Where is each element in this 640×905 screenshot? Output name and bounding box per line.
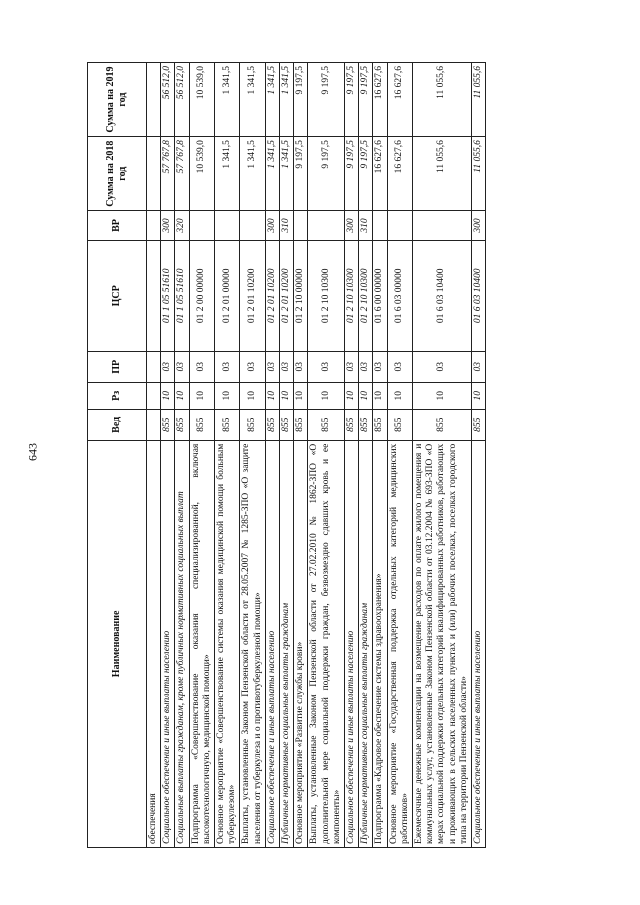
cell-vr (308, 211, 345, 241)
cell-vr (294, 211, 308, 241)
header-rz: Рз (88, 382, 147, 409)
cell-s2018: 11 055,6 (472, 137, 486, 211)
cell-csr: 01 2 10 00000 (294, 240, 308, 351)
cell-name: Выплаты, установленные Законом Пензенской области от 27.02.2010 № 1862-ЗПО «О дополнительной мере социальной поддержки граждан, безвозмездно сдавших кровь и ее компоненты» (308, 440, 345, 847)
cell-rz: 10 (240, 382, 265, 409)
budget-table (87, 62, 486, 848)
cell-csr: 01 2 01 10200 (240, 240, 265, 351)
cell-ved: 855 (175, 409, 189, 440)
cell-s2018: 16 627,6 (387, 137, 412, 211)
cell-s2019: 16 627,6 (387, 63, 412, 137)
table-row (345, 63, 359, 848)
cell-name: обеспечения (147, 440, 161, 847)
table-row (240, 63, 265, 848)
cell-name: Основное мероприятие «Государственная поддержка отдельных категорий медицинских работников» (387, 440, 412, 847)
table-row (189, 63, 214, 848)
cell-s2018: 57 767,8 (175, 137, 189, 211)
cell-s2019: 56 512,0 (161, 63, 175, 137)
cell-csr: 01 2 01 00000 (215, 240, 240, 351)
cell-ved: 855 (189, 409, 214, 440)
cell-name: Основное мероприятие «Совершенствование системы оказания медицинской помощи больным туберкулезом» (215, 440, 240, 847)
cell-rz: 10 (359, 382, 373, 409)
cell-rz: 10 (413, 382, 472, 409)
cell-vr (387, 211, 412, 241)
cell-s2018: 9 197,5 (308, 137, 345, 211)
cell-name: Социальные выплаты гражданам, кроме публичных нормативных социальных выплат (175, 440, 189, 847)
cell-pr: 03 (294, 351, 308, 382)
cell-vr: 300 (265, 211, 279, 241)
cell-csr: 01 2 10 10300 (308, 240, 345, 351)
cell-rz: 10 (280, 382, 294, 409)
table-row (413, 63, 472, 848)
cell-rz: 10 (215, 382, 240, 409)
cell-vr: 300 (472, 211, 486, 241)
cell-vr: 300 (345, 211, 359, 241)
cell-rz: 10 (345, 382, 359, 409)
cell-s2019: 1 341,5 (280, 63, 294, 137)
cell-rz: 10 (175, 382, 189, 409)
table-row (387, 63, 412, 848)
cell-s2019: 9 197,5 (294, 63, 308, 137)
cell-s2019: 9 197,5 (345, 63, 359, 137)
cell-csr: 01 2 01 10200 (280, 240, 294, 351)
cell-pr: 03 (373, 351, 387, 382)
cell-rz: 10 (472, 382, 486, 409)
cell-s2018: 9 197,5 (359, 137, 373, 211)
cell-s2019: 10 539,0 (189, 63, 214, 137)
cell-ved: 855 (215, 409, 240, 440)
cell-pr: 03 (175, 351, 189, 382)
cell-pr: 03 (413, 351, 472, 382)
cell-name: Социальное обеспечение и иные выплаты населению (265, 440, 279, 847)
cell-rz: 10 (294, 382, 308, 409)
header-sum-2018: Сумма на 2018 год (88, 137, 147, 211)
cell-s2019: 11 055,6 (413, 63, 472, 137)
table-row (215, 63, 240, 848)
cell-ved: 855 (161, 409, 175, 440)
cell-s2018: 1 341,5 (280, 137, 294, 211)
cell-name: Основное мероприятие «Развитие службы крови» (294, 440, 308, 847)
cell-pr: 03 (265, 351, 279, 382)
cell-name: Социальное обеспечение и иные выплаты населению (161, 440, 175, 847)
cell-pr (147, 351, 161, 382)
cell-csr: 01 1 05 51610 (161, 240, 175, 351)
cell-csr: 01 2 01 10200 (265, 240, 279, 351)
cell-pr: 03 (189, 351, 214, 382)
cell-s2018: 11 055,6 (413, 137, 472, 211)
cell-name: Публичные нормативные социальные выплаты гражданам (359, 440, 373, 847)
cell-ved: 855 (359, 409, 373, 440)
table-row (308, 63, 345, 848)
cell-pr: 03 (387, 351, 412, 382)
cell-ved: 855 (265, 409, 279, 440)
cell-pr: 03 (472, 351, 486, 382)
cell-s2019: 1 341,5 (265, 63, 279, 137)
cell-pr: 03 (359, 351, 373, 382)
cell-pr: 03 (215, 351, 240, 382)
cell-s2018: 9 197,5 (294, 137, 308, 211)
table-body (147, 63, 486, 848)
cell-name: Подпрограмма «Кадровое обеспечение системы здравоохранения» (373, 440, 387, 847)
table-header-row (88, 63, 147, 848)
cell-pr: 03 (280, 351, 294, 382)
cell-pr: 03 (308, 351, 345, 382)
table-row (265, 63, 279, 848)
cell-s2018: 57 767,8 (161, 137, 175, 211)
cell-csr: 01 2 00 00000 (189, 240, 214, 351)
cell-rz (147, 382, 161, 409)
cell-rz: 10 (265, 382, 279, 409)
cell-vr (215, 211, 240, 241)
table-row (175, 63, 189, 848)
cell-name: Публичные нормативные социальные выплаты гражданам (280, 440, 294, 847)
budget-table-rotated (87, 62, 570, 848)
cell-s2018: 16 627,6 (373, 137, 387, 211)
cell-name: Подпрограмма «Совершенствование оказания специализированной, включая высокотехнологичную, медицинской помощи» (189, 440, 214, 847)
cell-ved: 855 (413, 409, 472, 440)
cell-ved: 855 (308, 409, 345, 440)
cell-rz: 10 (308, 382, 345, 409)
cell-s2019: 1 341,5 (240, 63, 265, 137)
cell-s2019: 16 627,6 (373, 63, 387, 137)
cell-vr (240, 211, 265, 241)
header-name: Наименование (88, 440, 147, 847)
table-row (161, 63, 175, 848)
cell-pr: 03 (345, 351, 359, 382)
cell-rz: 10 (373, 382, 387, 409)
table-row (294, 63, 308, 848)
table-row (373, 63, 387, 848)
cell-csr: 01 6 03 00000 (387, 240, 412, 351)
cell-s2018: 1 341,5 (215, 137, 240, 211)
cell-csr: 01 6 00 00000 (373, 240, 387, 351)
cell-csr: 01 6 03 10400 (472, 240, 486, 351)
header-sum-2019: Сумма на 2019 год (88, 63, 147, 137)
cell-ved: 855 (373, 409, 387, 440)
cell-s2018: 1 341,5 (240, 137, 265, 211)
cell-csr: 01 2 10 10300 (345, 240, 359, 351)
cell-name: Социальное обеспечение и иные выплаты населению (472, 440, 486, 847)
cell-vr (147, 211, 161, 241)
cell-s2019: 9 197,5 (359, 63, 373, 137)
cell-name: Ежемесячные денежные компенсации на возмещение расходов по оплате жилого помещения и коммунальных услуг, установленные Законом Пензенской области от 03.12.2004 № 693-ЗПО «О мерах социальной поддержки отдельных категорий квалифицированных работников, работающих и проживающих в сельских населенных пунктах и (или) рабочих поселках, поселках городского типа на территории Пензенской области» (413, 440, 472, 847)
cell-pr: 03 (161, 351, 175, 382)
cell-s2019: 56 512,0 (175, 63, 189, 137)
cell-s2018: 10 539,0 (189, 137, 214, 211)
cell-vr: 310 (280, 211, 294, 241)
cell-ved: 855 (345, 409, 359, 440)
cell-name: Выплаты, установленные Законом Пензенской области от 28.05.2007 № 1285-ЗПО «О защите населения от туберкулеза и о противотуберкулезной помощи» (240, 440, 265, 847)
cell-vr: 300 (161, 211, 175, 241)
cell-pr: 03 (240, 351, 265, 382)
cell-s2018: 9 197,5 (345, 137, 359, 211)
cell-rz: 10 (161, 382, 175, 409)
cell-vr (373, 211, 387, 241)
cell-csr (147, 240, 161, 351)
table-row (147, 63, 161, 848)
table-row (280, 63, 294, 848)
header-vr: ВР (88, 211, 147, 241)
cell-vr: 320 (175, 211, 189, 241)
cell-ved: 855 (240, 409, 265, 440)
cell-s2019 (147, 63, 161, 137)
header-csr: ЦСР (88, 240, 147, 351)
cell-vr: 310 (359, 211, 373, 241)
cell-rz: 10 (387, 382, 412, 409)
cell-s2019: 11 055,6 (472, 63, 486, 137)
cell-vr (189, 211, 214, 241)
cell-name: Социальное обеспечение и иные выплаты населению (345, 440, 359, 847)
cell-vr (413, 211, 472, 241)
table-row (472, 63, 486, 848)
cell-s2018 (147, 137, 161, 211)
header-pr: ПР (88, 351, 147, 382)
cell-csr: 01 6 03 10400 (413, 240, 472, 351)
cell-ved (147, 409, 161, 440)
cell-ved: 855 (472, 409, 486, 440)
cell-ved: 855 (280, 409, 294, 440)
cell-rz: 10 (189, 382, 214, 409)
cell-s2018: 1 341,5 (265, 137, 279, 211)
cell-s2019: 9 197,5 (308, 63, 345, 137)
cell-ved: 855 (294, 409, 308, 440)
page-number: 643 (25, 443, 40, 461)
cell-csr: 01 2 10 10300 (359, 240, 373, 351)
header-ved: Вед (88, 409, 147, 440)
cell-ved: 855 (387, 409, 412, 440)
cell-s2019: 1 341,5 (215, 63, 240, 137)
table-row (359, 63, 373, 848)
cell-csr: 01 1 05 51610 (175, 240, 189, 351)
